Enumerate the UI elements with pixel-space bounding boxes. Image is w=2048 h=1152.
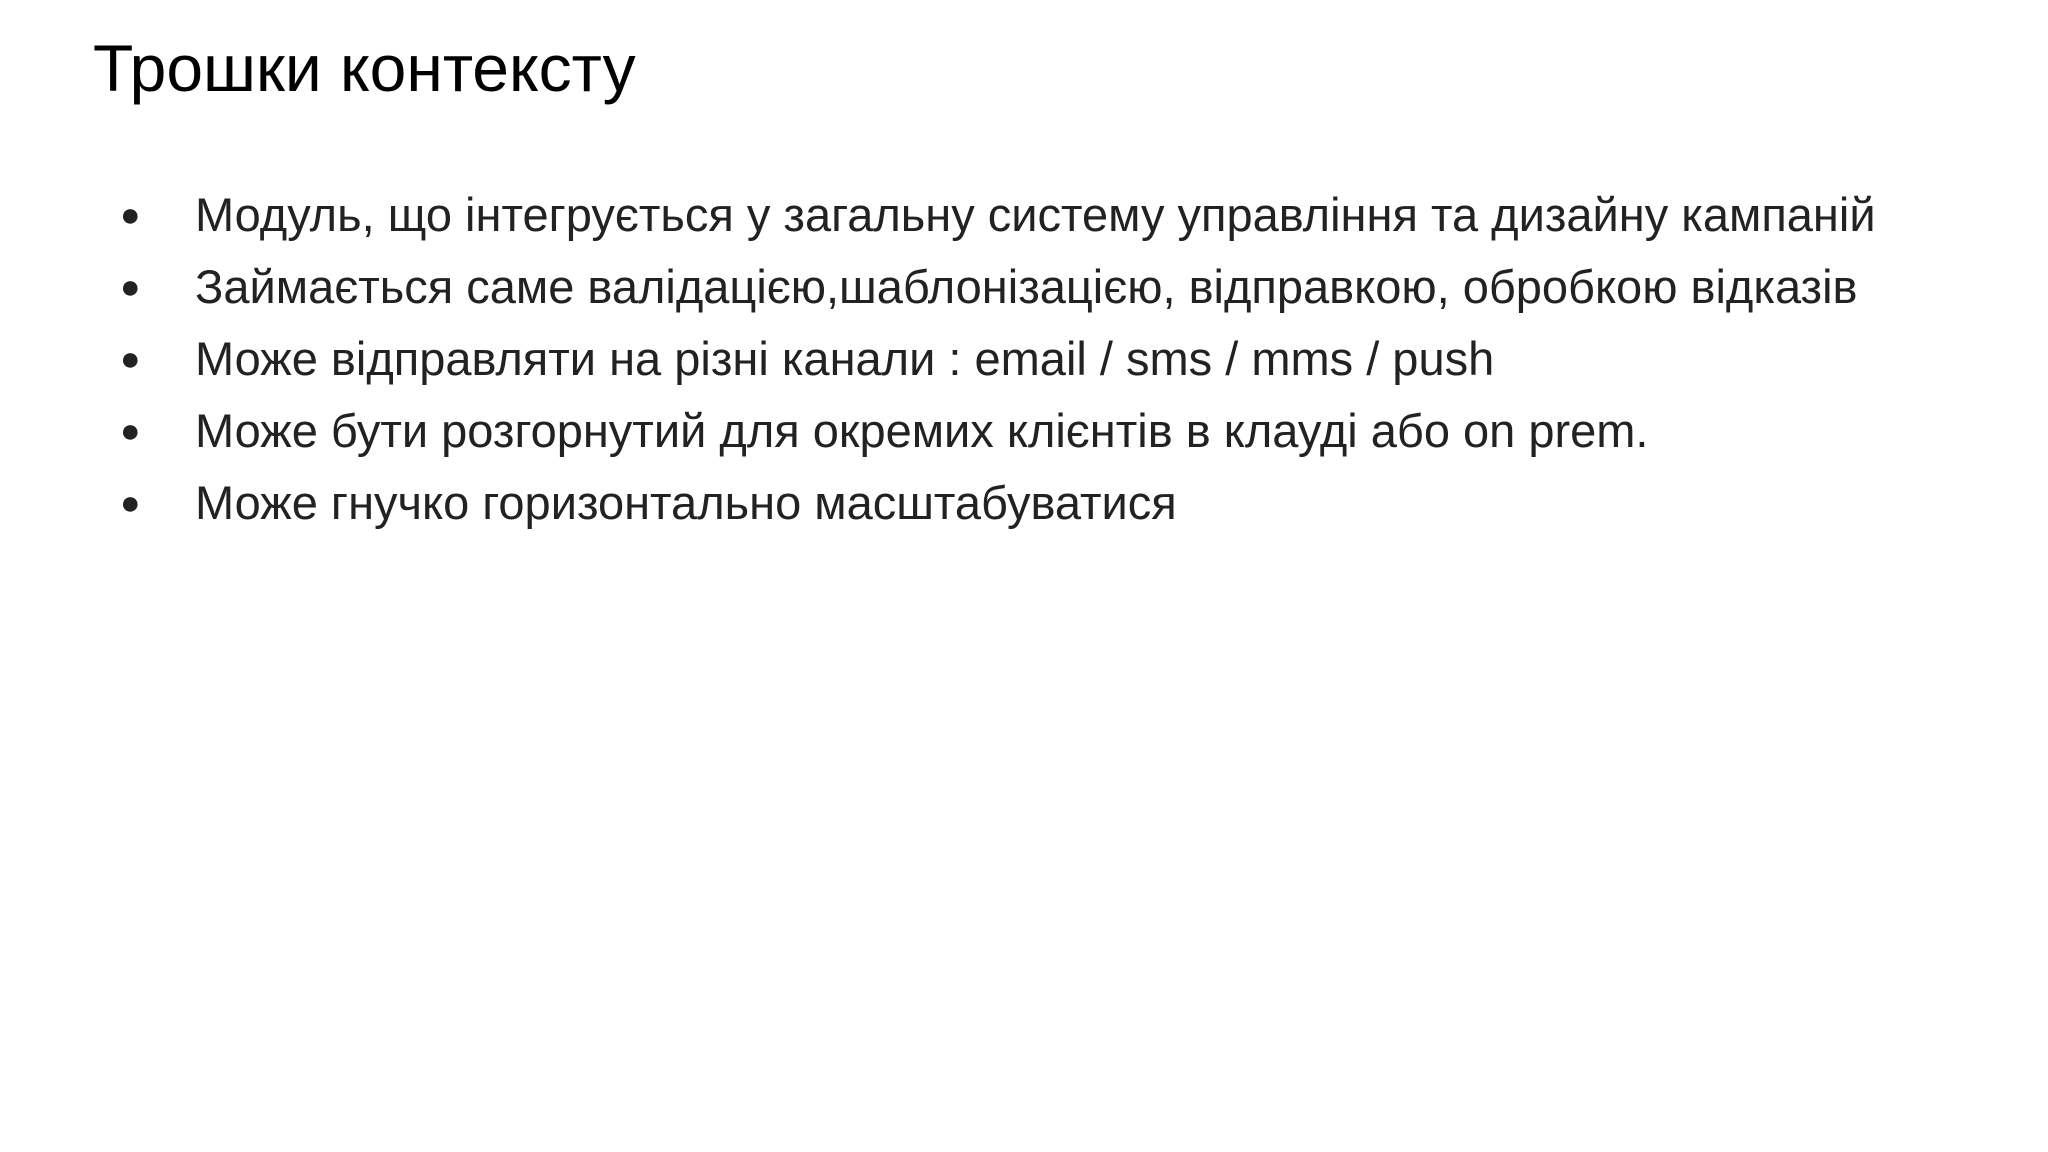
list-item bbox=[120, 252, 1900, 322]
list-item-text: Може гнучко горизонтально масштабуватися bbox=[195, 476, 1177, 529]
list-item-text: Модуль, що інтегрується у загальну систему управління та дизайну кампаній bbox=[195, 188, 1876, 241]
list-item-text: Може відправляти на різні канали : email / sms / mms / push bbox=[195, 332, 1495, 385]
list-item bbox=[120, 468, 1900, 538]
bullet-dot-icon: ● bbox=[120, 196, 141, 234]
bullet-list bbox=[120, 180, 1900, 540]
bullet-dot-icon: ● bbox=[120, 484, 141, 522]
list-item-text: Може бути розгорнутий для окремих клієнтів в клауді або on prem. bbox=[195, 404, 1649, 457]
list-item-text: Займається саме валідацією,шаблонізацією, відправкою, обробкою відказів bbox=[195, 260, 1858, 313]
bullet-dot-icon: ● bbox=[120, 340, 141, 378]
bullet-dot-icon: ● bbox=[120, 268, 141, 306]
list-item bbox=[120, 396, 1900, 466]
slide-title: Трошки контексту bbox=[93, 31, 636, 105]
list-item bbox=[120, 180, 1900, 250]
list-item bbox=[120, 324, 1900, 394]
bullet-dot-icon: ● bbox=[120, 412, 141, 450]
